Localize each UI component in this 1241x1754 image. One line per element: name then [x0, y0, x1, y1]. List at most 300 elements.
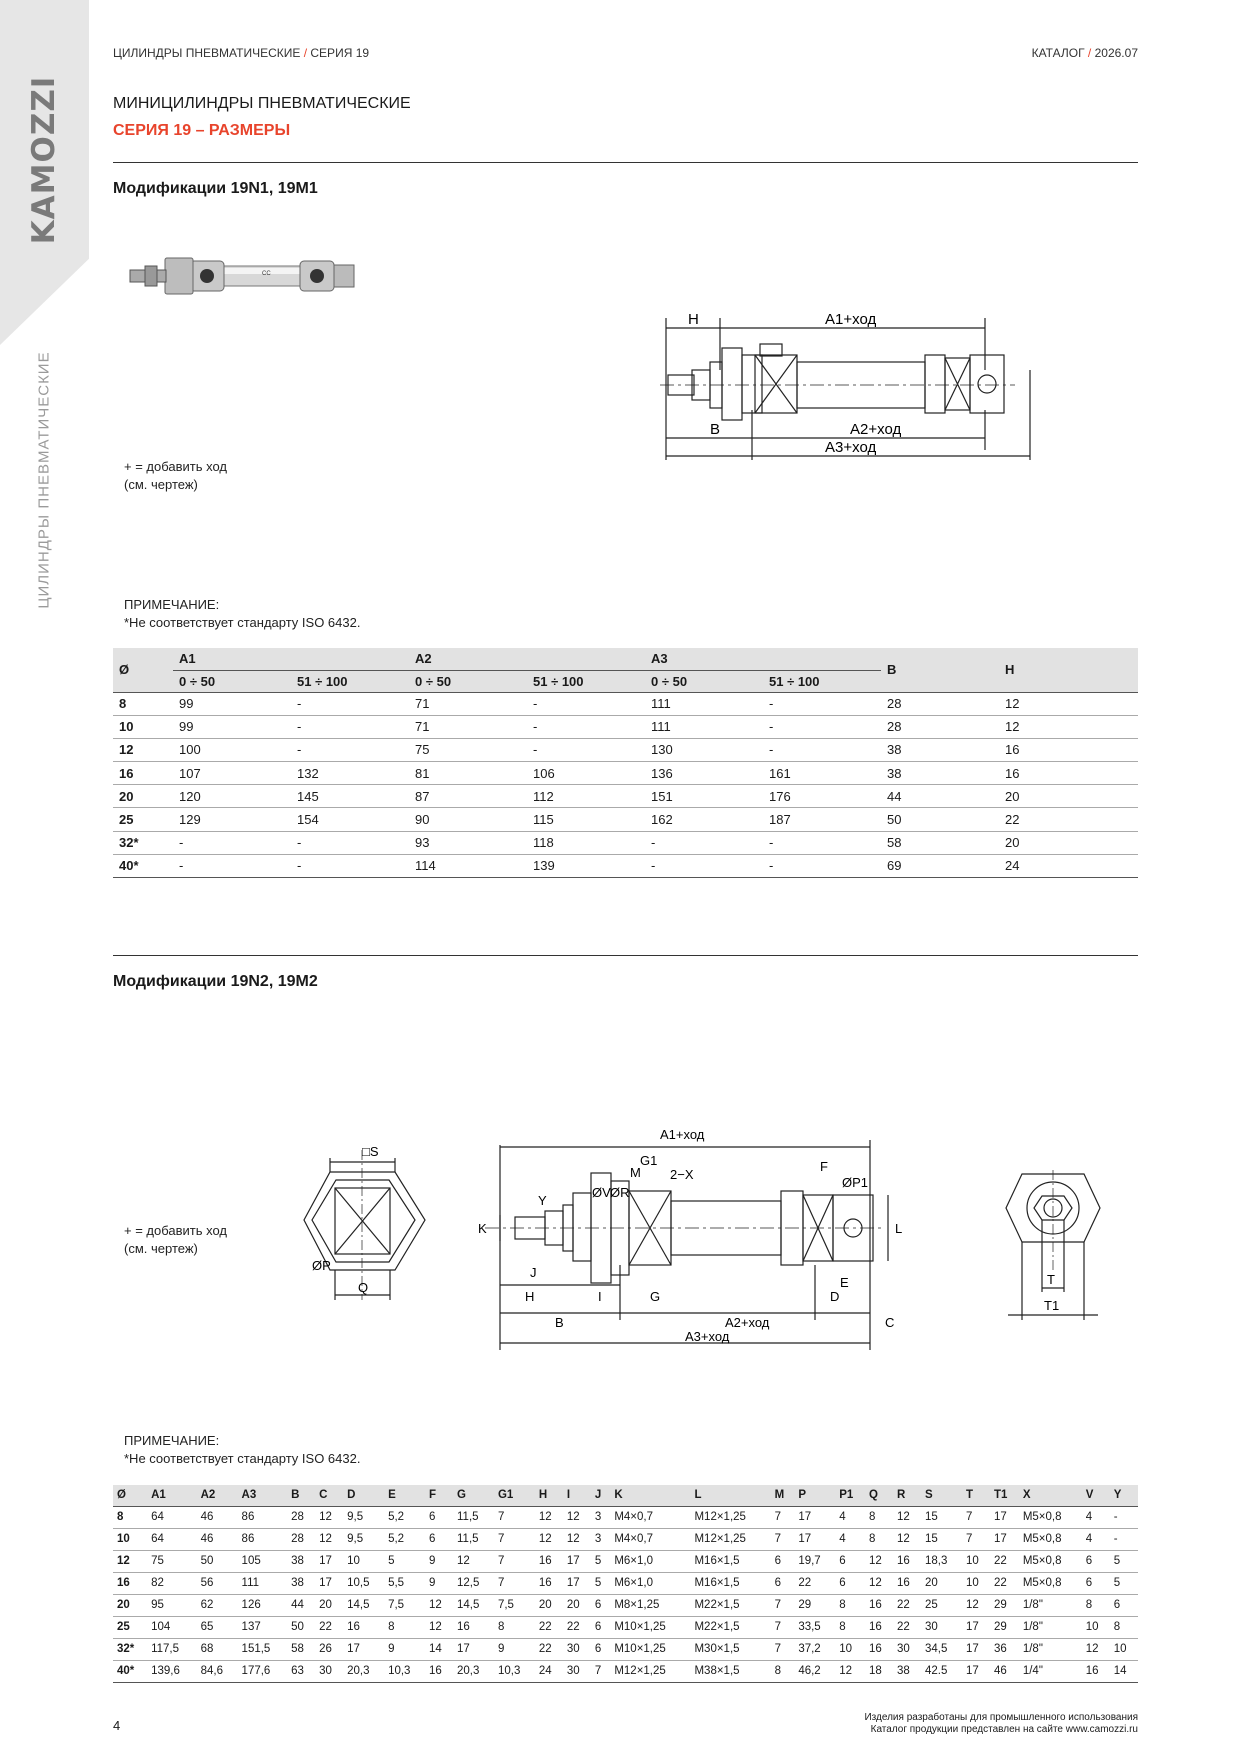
table-cell: 16 [535, 1572, 563, 1594]
col-group-a2: A2 [409, 648, 645, 670]
table-cell: - [763, 831, 881, 854]
table-cell: 38 [287, 1572, 315, 1594]
table-cell: 17 [315, 1550, 343, 1572]
plus-note-line1: + = добавить ход [124, 459, 227, 474]
col-sub-range: 0 ÷ 50 [645, 670, 763, 692]
table-cell: 177,6 [238, 1660, 288, 1682]
table-cell: 6 [835, 1572, 865, 1594]
table-cell: 86 [238, 1506, 288, 1528]
side-band [0, 0, 89, 1754]
table-cell: 14 [425, 1638, 453, 1660]
table-cell: 10,3 [494, 1660, 535, 1682]
table-cell: 5 [1110, 1550, 1138, 1572]
table-cell: M38×1,5 [690, 1660, 770, 1682]
table-cell: 12 [563, 1528, 591, 1550]
column-header: B [287, 1485, 315, 1506]
table-cell: 120 [173, 785, 291, 808]
table-cell: 16 [865, 1616, 893, 1638]
table-cell: 111 [645, 692, 763, 715]
row-diameter: 40* [113, 854, 173, 877]
table-cell: 7 [771, 1638, 795, 1660]
row-diameter: 10 [113, 715, 173, 738]
table-cell: 6 [1082, 1550, 1110, 1572]
table-cell: - [763, 692, 881, 715]
header-breadcrumb [113, 46, 369, 60]
side-section-label: ЦИЛИНДРЫ ПНЕВМАТИЧЕСКИЕ [35, 351, 53, 609]
column-header: R [893, 1485, 921, 1506]
table-cell: 6 [591, 1638, 610, 1660]
table-cell: 17 [962, 1616, 990, 1638]
table-cell: 93 [409, 831, 527, 854]
table-cell: 5 [1110, 1572, 1138, 1594]
photo-marking: CC [262, 271, 271, 277]
table-cell: M12×1,25 [690, 1506, 770, 1528]
table-cell: 12 [893, 1528, 921, 1550]
row-diameter: 10 [113, 1528, 147, 1550]
section1-drawing [660, 310, 1045, 470]
table-cell: 8 [865, 1528, 893, 1550]
label-g: G [650, 1289, 661, 1304]
table-cell: 38 [881, 738, 999, 761]
table-cell: 24 [535, 1660, 563, 1682]
header-slash: / [303, 46, 308, 60]
row-diameter: 25 [113, 808, 173, 831]
label-s: □S [362, 1144, 379, 1159]
table-cell: 12,5 [453, 1572, 494, 1594]
table-cell: 17 [794, 1528, 835, 1550]
table-cell: 8 [835, 1616, 865, 1638]
row-diameter: 32* [113, 831, 173, 854]
plus-note-2 [124, 1222, 227, 1258]
header-category: ЦИЛИНДРЫ ПНЕВМАТИЧЕСКИЕ [113, 46, 301, 60]
table-cell: - [763, 738, 881, 761]
table-cell: 106 [527, 762, 645, 785]
table-cell: 29 [990, 1594, 1019, 1616]
col-h: H [999, 648, 1138, 692]
table-cell: 17 [794, 1506, 835, 1528]
table-cell: 7 [771, 1506, 795, 1528]
table-cell: 9,5 [343, 1528, 384, 1550]
table-cell: 8 [771, 1660, 795, 1682]
footer-line2: Каталог продукции представлен на сайте www.camozzi.ru [870, 1724, 1138, 1735]
column-header: F [425, 1485, 453, 1506]
table-cell: 6 [425, 1506, 453, 1528]
table-cell: 86 [238, 1528, 288, 1550]
table-cell: 17 [962, 1660, 990, 1682]
table-cell: 16 [893, 1572, 921, 1594]
label-p: ØP [312, 1258, 331, 1273]
table-cell: 105 [238, 1550, 288, 1572]
table-cell: - [291, 831, 409, 854]
row-diameter: 25 [113, 1616, 147, 1638]
col-diameter: Ø [113, 648, 173, 692]
dimensions-table-2 [113, 1485, 1138, 1683]
table-cell: 69 [881, 854, 999, 877]
table-cell: - [291, 692, 409, 715]
table-cell: 176 [763, 785, 881, 808]
column-header: P1 [835, 1485, 865, 1506]
label-t1: T1 [1044, 1298, 1060, 1313]
table-cell: 111 [645, 715, 763, 738]
column-header: Q [865, 1485, 893, 1506]
section2-heading: Модификации 19N2, 19M2 [113, 973, 318, 990]
table-cell: - [645, 854, 763, 877]
table-cell: 10 [962, 1572, 990, 1594]
table-cell: 17 [343, 1638, 384, 1660]
plus-note [124, 458, 227, 494]
table-cell: 130 [645, 738, 763, 761]
table-cell: 30 [563, 1638, 591, 1660]
label-b: B [555, 1315, 564, 1330]
table-cell: M22×1,5 [690, 1616, 770, 1638]
table-cell: 30 [921, 1616, 962, 1638]
table-cell: 112 [527, 785, 645, 808]
column-header: A2 [197, 1485, 238, 1506]
table-row [113, 808, 1138, 831]
column-header: D [343, 1485, 384, 1506]
table-cell: 22 [893, 1594, 921, 1616]
label-y: Y [538, 1193, 547, 1208]
table-cell: 28 [287, 1506, 315, 1528]
table-cell: 11,5 [453, 1528, 494, 1550]
table-cell: 12 [999, 715, 1138, 738]
table-cell: 12 [425, 1594, 453, 1616]
table-cell: 6 [591, 1594, 610, 1616]
column-header: H [535, 1485, 563, 1506]
table-cell: 6 [771, 1572, 795, 1594]
label-v: ØV [592, 1185, 611, 1200]
label-g1: G1 [640, 1153, 658, 1168]
table-cell: 100 [173, 738, 291, 761]
table-cell: 7,5 [384, 1594, 425, 1616]
table-cell: - [291, 738, 409, 761]
label-h: H [688, 311, 699, 328]
table-cell: 18,3 [921, 1550, 962, 1572]
table-cell: 115 [527, 808, 645, 831]
label-x: 2−X [670, 1167, 694, 1182]
section2-end-view-left [300, 1140, 435, 1310]
table-cell: 81 [409, 762, 527, 785]
plus-note-line2: (см. чертеж) [124, 1241, 198, 1256]
table-cell: 16 [453, 1616, 494, 1638]
table-cell: 17 [453, 1638, 494, 1660]
table-cell: 151 [645, 785, 763, 808]
table-cell: 161 [763, 762, 881, 785]
plus-note-line1: + = добавить ход [124, 1223, 227, 1238]
table-cell: 16 [343, 1616, 384, 1638]
table-cell: 99 [173, 692, 291, 715]
table-cell: 7,5 [494, 1594, 535, 1616]
table-cell: 137 [238, 1616, 288, 1638]
table-cell: 44 [881, 785, 999, 808]
table-row [113, 1616, 1138, 1638]
table-cell: 9 [494, 1638, 535, 1660]
table-cell: 4 [1082, 1506, 1110, 1528]
label-l: L [895, 1221, 903, 1236]
table-cell: 46,2 [794, 1660, 835, 1682]
table-cell: 129 [173, 808, 291, 831]
table-cell: 187 [763, 808, 881, 831]
table-cell: 38 [881, 762, 999, 785]
table-cell: 42.5 [921, 1660, 962, 1682]
table-cell: 4 [1082, 1528, 1110, 1550]
table-row [113, 738, 1138, 761]
table-cell: 38 [287, 1550, 315, 1572]
table-cell: 84,6 [197, 1660, 238, 1682]
table-cell: 1/8" [1019, 1616, 1082, 1638]
label-a1: A1+ход [660, 1127, 705, 1142]
table-cell: 14 [1110, 1660, 1138, 1682]
table-cell: 15 [921, 1506, 962, 1528]
table-cell: 37,2 [794, 1638, 835, 1660]
header-series: СЕРИЯ 19 [310, 46, 370, 60]
table-cell: 29 [794, 1594, 835, 1616]
table-row [113, 762, 1138, 785]
table-cell: 20 [921, 1572, 962, 1594]
table-cell: - [1110, 1528, 1138, 1550]
table-cell: 30 [563, 1660, 591, 1682]
table-cell: 87 [409, 785, 527, 808]
table-cell: 117,5 [147, 1638, 197, 1660]
table-cell: 12 [865, 1550, 893, 1572]
table-cell: 1/8" [1019, 1638, 1082, 1660]
divider [113, 162, 1138, 163]
column-header: L [690, 1485, 770, 1506]
label-q: Q [358, 1280, 369, 1295]
table1-body [113, 692, 1138, 878]
table-cell: 12 [535, 1528, 563, 1550]
table-cell: 22 [535, 1616, 563, 1638]
label-a2: A2+ход [850, 421, 902, 438]
table-cell: 28 [881, 715, 999, 738]
table-cell: 68 [197, 1638, 238, 1660]
table2-body [113, 1506, 1138, 1682]
table-cell: 58 [287, 1638, 315, 1660]
table-cell: 8 [384, 1616, 425, 1638]
label-d: D [830, 1289, 840, 1304]
iso-note-2 [124, 1432, 360, 1468]
table-cell: 139,6 [147, 1660, 197, 1682]
label-r: ØR [610, 1185, 630, 1200]
table-cell: - [763, 715, 881, 738]
col-sub-range: 0 ÷ 50 [409, 670, 527, 692]
col-sub-range: 51 ÷ 100 [291, 670, 409, 692]
column-header: E [384, 1485, 425, 1506]
table-cell: 10,5 [343, 1572, 384, 1594]
table-cell: 26 [315, 1638, 343, 1660]
table-cell: 136 [645, 762, 763, 785]
table-cell: 151,5 [238, 1638, 288, 1660]
table-row [113, 785, 1138, 808]
table-cell: 104 [147, 1616, 197, 1638]
table-cell: 22 [990, 1572, 1019, 1594]
table-cell: 5 [591, 1572, 610, 1594]
table-cell: 29 [990, 1616, 1019, 1638]
column-header: C [315, 1485, 343, 1506]
table-cell: 7 [962, 1528, 990, 1550]
table-cell: 7 [771, 1528, 795, 1550]
footer-line1: Изделия разработаны для промышленного использования [864, 1712, 1138, 1723]
col-sub-range: 51 ÷ 100 [527, 670, 645, 692]
table-cell: 7 [494, 1550, 535, 1572]
table-cell: 17 [563, 1550, 591, 1572]
dimensions-table-1 [113, 648, 1138, 878]
table-cell: 17 [315, 1572, 343, 1594]
page-number: 4 [113, 1718, 121, 1733]
label-m: M [630, 1165, 641, 1180]
label-a2: A2+ход [725, 1315, 770, 1330]
iso-note [124, 596, 360, 632]
column-header: V [1082, 1485, 1110, 1506]
table-cell: 7 [494, 1572, 535, 1594]
table-cell: 46 [197, 1506, 238, 1528]
table-cell: 10 [835, 1638, 865, 1660]
note-text: *Не соответствует стандарту ISO 6432. [124, 615, 361, 630]
table-cell: 5 [591, 1550, 610, 1572]
table-cell: M6×1,0 [610, 1572, 690, 1594]
header-slash: / [1087, 46, 1092, 60]
table-cell: 6 [1110, 1594, 1138, 1616]
table-cell: 5,5 [384, 1572, 425, 1594]
label-a3: A3+ход [825, 439, 877, 456]
table-cell: 75 [409, 738, 527, 761]
table-cell: M4×0,7 [610, 1528, 690, 1550]
row-diameter: 16 [113, 762, 173, 785]
plus-note-line2: (см. чертеж) [124, 477, 198, 492]
table-row [113, 1572, 1138, 1594]
table-cell: 111 [238, 1572, 288, 1594]
row-diameter: 20 [113, 785, 173, 808]
column-header: I [563, 1485, 591, 1506]
table-cell: 14,5 [343, 1594, 384, 1616]
table-cell: 22 [315, 1616, 343, 1638]
table-cell: 30 [893, 1638, 921, 1660]
table-cell: 12 [563, 1506, 591, 1528]
column-header: Ø [113, 1485, 147, 1506]
table-cell: 82 [147, 1572, 197, 1594]
note-title: ПРИМЕЧАНИЕ: [124, 597, 220, 612]
table-cell: 162 [645, 808, 763, 831]
table-cell: 90 [409, 808, 527, 831]
note-text: *Не соответствует стандарту ISO 6432. [124, 1451, 361, 1466]
table-cell: M6×1,0 [610, 1550, 690, 1572]
table-row [113, 1594, 1138, 1616]
label-f: F [820, 1159, 828, 1174]
label-b: B [710, 421, 721, 438]
table-cell: - [1110, 1506, 1138, 1528]
header-catalog-label: КАТАЛОГ [1031, 46, 1085, 60]
table-cell: 64 [147, 1528, 197, 1550]
table-cell: 1/8" [1019, 1594, 1082, 1616]
table-cell: 11,5 [453, 1506, 494, 1528]
table-cell: 12 [315, 1506, 343, 1528]
table-cell: 50 [287, 1616, 315, 1638]
table-cell: 14,5 [453, 1594, 494, 1616]
table-cell: - [645, 831, 763, 854]
column-header: M [771, 1485, 795, 1506]
label-k: K [478, 1221, 487, 1236]
table-cell: 71 [409, 692, 527, 715]
table-cell: 6 [591, 1616, 610, 1638]
table-cell: 36 [990, 1638, 1019, 1660]
table-cell: 30 [315, 1660, 343, 1682]
table-cell: 99 [173, 715, 291, 738]
table-cell: 6 [425, 1528, 453, 1550]
table-cell: 12 [425, 1616, 453, 1638]
column-header: T [962, 1485, 990, 1506]
table-cell: 8 [865, 1506, 893, 1528]
table-cell: 16 [425, 1660, 453, 1682]
column-header: S [921, 1485, 962, 1506]
table-cell: M10×1,25 [610, 1616, 690, 1638]
table-row [113, 1638, 1138, 1660]
table-cell: - [763, 854, 881, 877]
col-b: B [881, 648, 999, 692]
table-cell: 6 [771, 1550, 795, 1572]
column-header: G1 [494, 1485, 535, 1506]
table-cell: 65 [197, 1616, 238, 1638]
page-subtitle: СЕРИЯ 19 – РАЗМЕРЫ [113, 122, 291, 139]
table-cell: 22 [999, 808, 1138, 831]
table-cell: 20,3 [343, 1660, 384, 1682]
table-cell: 6 [1082, 1572, 1110, 1594]
label-p1: ØP1 [842, 1175, 869, 1190]
column-header: G [453, 1485, 494, 1506]
table-cell: 12 [535, 1506, 563, 1528]
table-cell: 6 [835, 1550, 865, 1572]
column-header: Y [1110, 1485, 1138, 1506]
table2-header-row [113, 1485, 1138, 1506]
table-cell: 20 [315, 1594, 343, 1616]
table-cell: 16 [865, 1638, 893, 1660]
table-cell: M16×1,5 [690, 1572, 770, 1594]
table-cell: 7 [771, 1616, 795, 1638]
row-diameter: 12 [113, 738, 173, 761]
table-cell: 16 [1082, 1660, 1110, 1682]
table-cell: 50 [881, 808, 999, 831]
table-cell: 17 [962, 1638, 990, 1660]
page-title: МИНИЦИЛИНДРЫ ПНЕВМАТИЧЕСКИЕ [113, 95, 411, 112]
header-catalog-date: 2026.07 [1094, 46, 1138, 60]
table-cell: 12 [453, 1550, 494, 1572]
table-cell: M12×1,25 [690, 1528, 770, 1550]
table-cell: 38 [893, 1660, 921, 1682]
table-cell: 95 [147, 1594, 197, 1616]
row-diameter: 16 [113, 1572, 147, 1594]
table-cell: 5,2 [384, 1506, 425, 1528]
table-row [113, 692, 1138, 715]
table-cell: 16 [893, 1550, 921, 1572]
column-header: X [1019, 1485, 1082, 1506]
table-cell: 17 [563, 1572, 591, 1594]
column-header: A3 [238, 1485, 288, 1506]
table-cell: 20 [999, 785, 1138, 808]
table-cell: 9,5 [343, 1506, 384, 1528]
table-cell: 20 [999, 831, 1138, 854]
table-cell: 22 [535, 1638, 563, 1660]
table-cell: M22×1,5 [690, 1594, 770, 1616]
table-cell: 64 [147, 1506, 197, 1528]
table-cell: 20 [535, 1594, 563, 1616]
table-row [113, 1528, 1138, 1550]
table-cell: 9 [425, 1550, 453, 1572]
table-cell: 50 [197, 1550, 238, 1572]
table-cell: 28 [287, 1528, 315, 1550]
table-cell: 17 [990, 1506, 1019, 1528]
col-group-a3: A3 [645, 648, 881, 670]
table-cell: 12 [315, 1528, 343, 1550]
divider [113, 955, 1138, 956]
